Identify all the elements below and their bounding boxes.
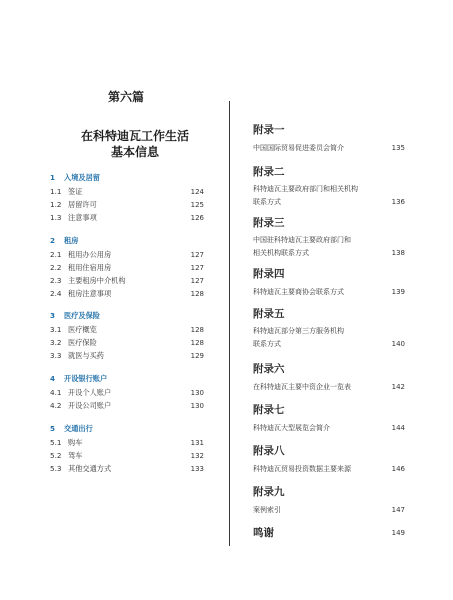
appendix-heading: 附录七 [253,404,285,416]
appendix-page: 144 [391,424,405,432]
section-heading[interactable]: 4 开设银行账户 [50,374,108,383]
appendix-heading: 附录五 [253,308,285,320]
appendix-text: 科特迪瓦主要政府部门和相关机构 [253,185,358,193]
toc-entry[interactable]: 2.2 租用住宿用房 127 [50,263,204,272]
appendix-6[interactable] [253,361,405,394]
toc-entry[interactable]: 1.2 居留许可 125 [50,200,204,209]
appendix-text: 科特迪瓦大型展览会简介 [253,424,330,432]
appendix-heading: 附录三 [253,217,285,229]
appendix-text: 联系方式 [253,198,281,206]
appendix-page: 135 [391,144,405,152]
toc-entry[interactable]: 5.2 驾车 132 [50,451,204,460]
part-title-line: 基本信息 [110,145,159,159]
section-heading[interactable]: 2 租房 [50,236,79,245]
appendix-page: 139 [391,288,405,296]
section-heading[interactable]: 5 交通出行 [50,424,93,433]
part-label: 第六篇 [108,90,145,104]
appendix-page: 138 [391,249,405,257]
section-heading[interactable]: 1 入境及居留 [50,173,100,182]
toc-entry[interactable]: 4.2 开设公司账户 130 [50,401,204,410]
appendix-heading: 附录二 [253,166,285,178]
appendix-heading: 附录六 [253,363,285,375]
appendix-1[interactable] [253,122,405,155]
appendix-text: 中国国际贸易促进委员会简介 [253,144,344,152]
section-2 [50,234,204,300]
appendix-heading: 附录一 [253,124,285,136]
appendix-heading: 鸣谢 [253,527,274,539]
appendix-page: 146 [391,465,405,473]
part-title-line: 在科特迪瓦工作生活 [80,129,189,143]
toc-entry[interactable]: 5.3 其他交通方式 133 [50,464,204,473]
appendix-heading: 附录四 [253,268,285,280]
acknowledgements[interactable] [253,525,405,541]
section-3 [50,309,204,362]
toc-entry[interactable]: 3.3 就医与买药 129 [50,351,204,360]
appendix-text: 案例索引 [253,506,281,514]
column-divider [229,101,230,546]
appendix-3[interactable] [253,215,405,260]
section-4 [50,372,204,412]
toc-entry[interactable]: 3.2 医疗保险 128 [50,338,204,347]
appendix-heading: 附录八 [253,445,285,457]
toc-entry[interactable]: 1.3 注意事项 126 [50,213,204,222]
toc-entry[interactable]: 2.4 租房注意事项 128 [50,289,204,298]
appendix-page: 142 [391,383,405,391]
section-5 [50,422,204,475]
appendix-8[interactable] [253,443,405,476]
appendix-text: 在科特迪瓦主要中资企业一览表 [253,383,351,391]
toc-entry[interactable]: 4.1 开设个人账户 130 [50,388,204,397]
toc-entry[interactable]: 2.1 租用办公用房 127 [50,250,204,259]
toc-entry[interactable]: 3.1 医疗概览 128 [50,325,204,334]
appendix-text: 联系方式 [253,340,281,348]
appendix-text: 中国驻科特迪瓦主要政府部门和 [253,236,351,244]
toc-entry[interactable]: 5.1 购车 131 [50,438,204,447]
section-heading[interactable]: 3 医疗及保险 [50,311,100,320]
appendix-text: 科特迪瓦贸易投资数据主要来源 [253,465,351,473]
appendix-heading: 附录九 [253,486,285,498]
appendix-4[interactable] [253,266,405,299]
toc-entry[interactable]: 2.3 主要租房中介机构 127 [50,276,204,285]
part-title [40,128,230,160]
appendix-page: 140 [391,340,405,348]
appendix-text: 科特迪瓦部分第三方服务机构 [253,327,344,335]
toc-entry[interactable]: 1.1 签证 124 [50,187,204,196]
appendix-2[interactable] [253,164,405,209]
section-1 [50,171,204,224]
appendix-page: 136 [391,198,405,206]
appendix-7[interactable] [253,402,405,435]
appendix-9[interactable] [253,484,405,517]
appendix-5[interactable] [253,306,405,351]
appendix-page: 147 [391,506,405,514]
appendix-page: 149 [391,528,405,537]
appendix-text: 科特迪瓦主要商协会联系方式 [253,288,344,296]
appendix-text: 相关机构联系方式 [253,249,309,257]
